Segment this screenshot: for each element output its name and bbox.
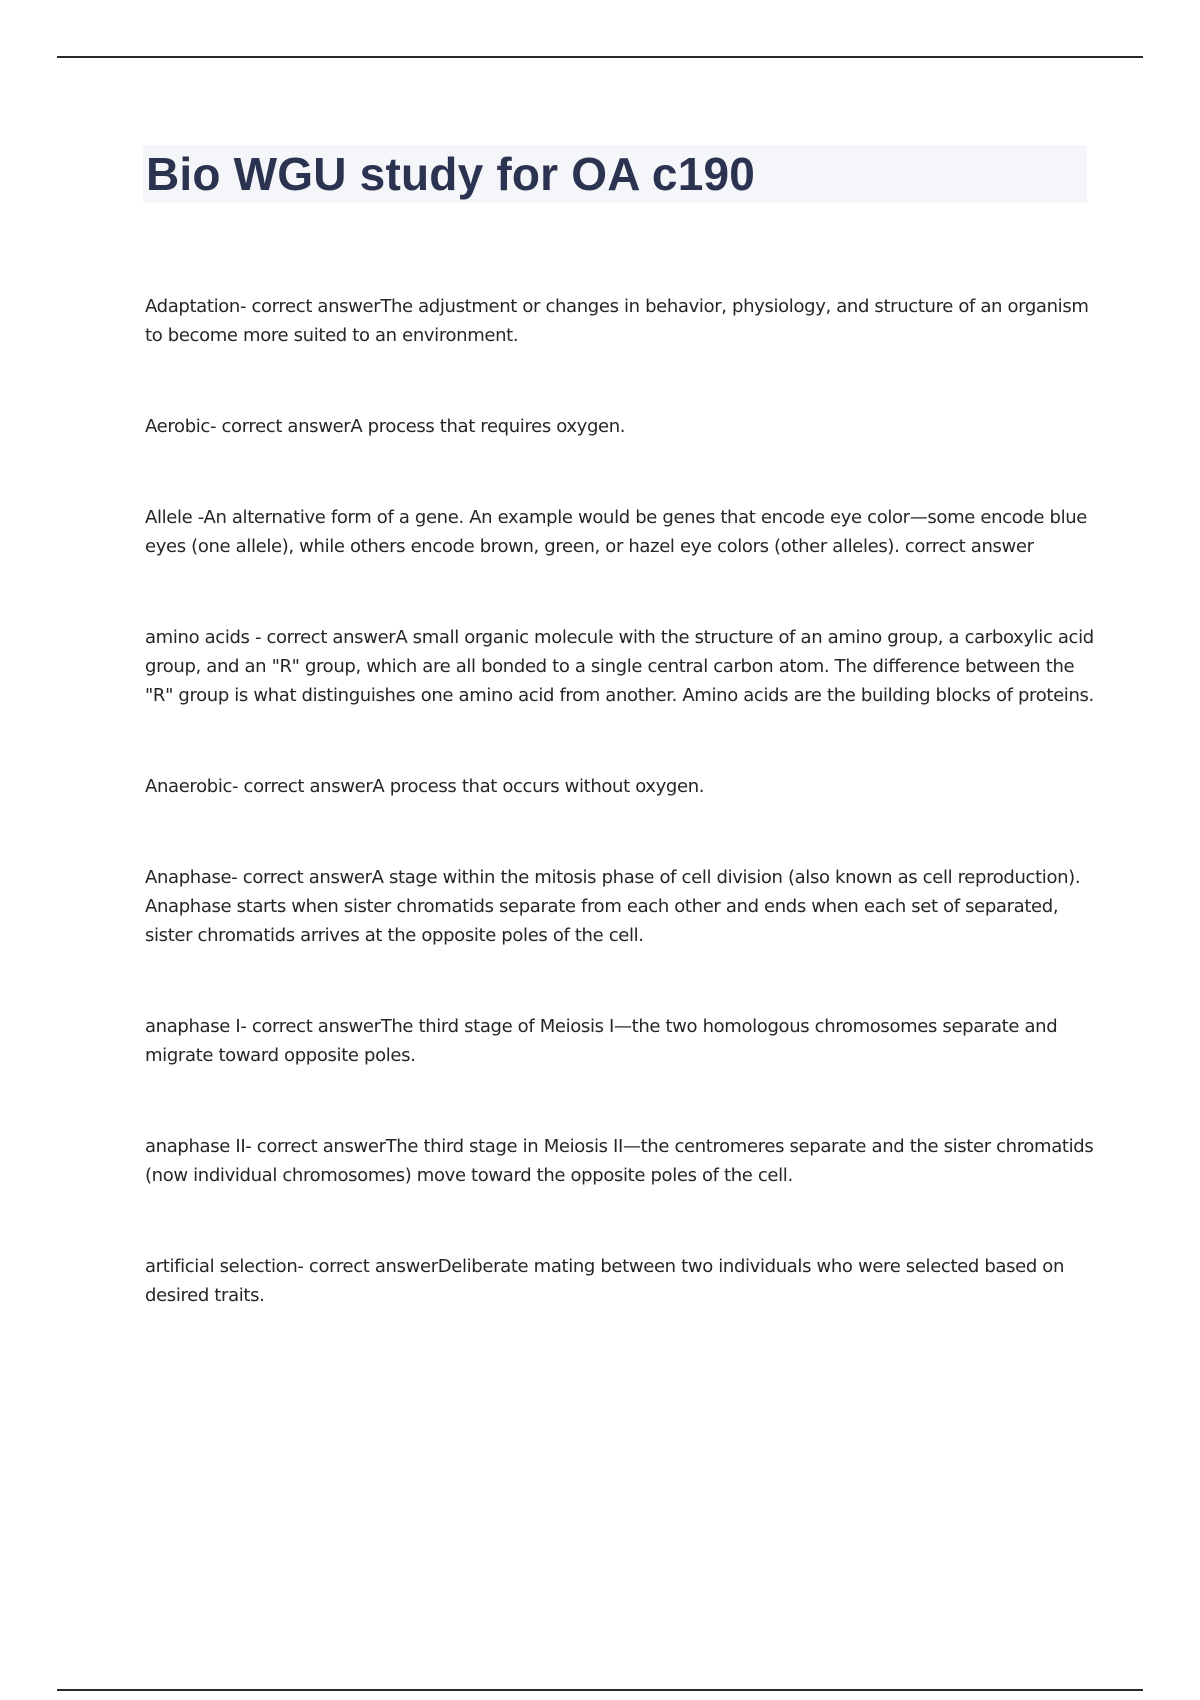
glossary-entry-anaerobic: Anaerobic- correct answerA process that occurs without oxygen. bbox=[145, 776, 705, 797]
glossary-entry-aerobic: Aerobic- correct answerA process that requires oxygen. bbox=[145, 416, 626, 437]
glossary-entry-anaphase: Anaphase- correct answerA stage within the mitosis phase of cell division (also known as cell reproduction). Anaphase starts when sister chromatids separate from each other and ends when each set of separated, sister chromatids arrives at the opposite poles of the cell. bbox=[145, 867, 1081, 946]
footer-rule bbox=[57, 1689, 1143, 1691]
glossary-entry-anaphase-i: anaphase I- correct answerThe third stage of Meiosis I—the two homologous chromosomes separate and migrate toward opposite poles. bbox=[145, 1016, 1058, 1066]
glossary-entry-amino-acids: amino acids - correct answerA small organic molecule with the structure of an amino group, a carboxylic acid group, and an "R" group, which are all bonded to a single central carbon atom. The difference between the "R" group is what distinguishes one amino acid from another. Amino acids are the building blocks of proteins. bbox=[145, 627, 1094, 706]
glossary-entry-allele: Allele -An alternative form of a gene. An example would be genes that encode eye color—some encode blue eyes (one allele), while others encode brown, green, or hazel eye colors (other alleles). correct answer bbox=[145, 507, 1088, 557]
glossary-entry-adaptation: Adaptation- correct answerThe adjustment or changes in behavior, physiology, and structure of an organism to become more suited to an environment. bbox=[145, 296, 1089, 346]
glossary-entry-anaphase-ii: anaphase II- correct answerThe third stage in Meiosis II—the centromeres separate and the sister chromatids (now individual chromosomes) move toward the opposite poles of the cell. bbox=[145, 1136, 1094, 1186]
glossary-list bbox=[145, 292, 1095, 1372]
glossary-entry-artificial-selection: artificial selection- correct answerDeliberate mating between two individuals who were selected based on desired traits. bbox=[145, 1256, 1065, 1306]
document-title: Bio WGU study for OA c190 bbox=[146, 148, 756, 200]
header-rule bbox=[57, 56, 1143, 58]
